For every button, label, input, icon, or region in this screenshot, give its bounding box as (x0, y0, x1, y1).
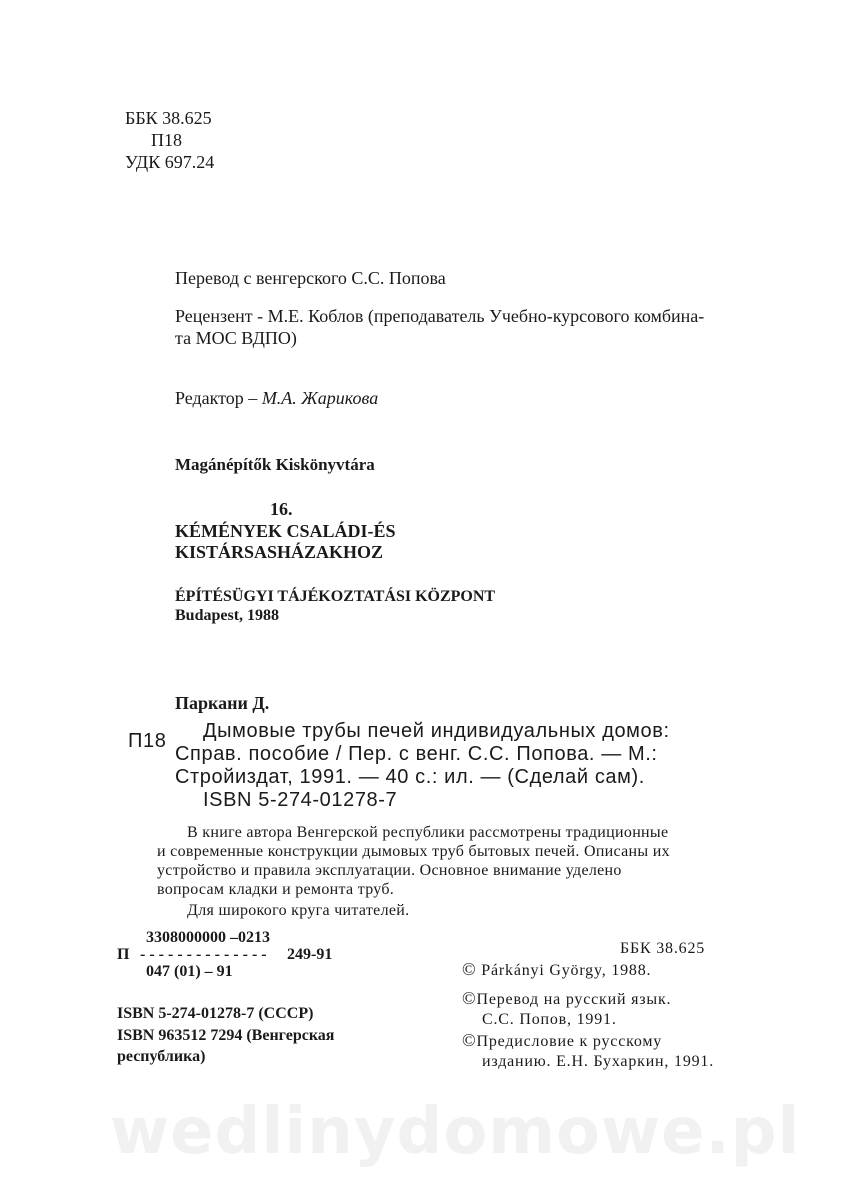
author-mark-code: П18 (151, 130, 182, 150)
watermark: wedlinydomowe.pl (110, 1095, 801, 1169)
original-title-line1: KÉMÉNYEK CSALÁDI-ÉS (175, 521, 396, 541)
copyright-original (462, 959, 651, 981)
card-title-line1: Дымовые трубы печей индивидуальных домов: (203, 720, 670, 742)
annotation-line1: В книге автора Венгерской республики рассмотрены традиционные (187, 824, 669, 841)
editor-name: М.А. Жарикова (261, 388, 379, 408)
copyright-preface-line2: изданию. Е.Н. Бухаркин, 1991. (482, 1053, 715, 1070)
copyright-icon: © (462, 959, 477, 979)
order-code-line3: 047 (01) – 91 (146, 963, 233, 980)
copyright-preface (462, 1030, 662, 1052)
annotation-line4: вопросам кладки и ремонта труб. (157, 881, 395, 898)
copyright-original-text: Párkányi György, 1988. (481, 962, 652, 979)
annotation-line2: и современные конструкции дымовых труб бытовых печей. Описаны их (157, 843, 670, 860)
original-place-year: Budapest, 1988 (175, 607, 280, 624)
annotation-line3: устройство и правила эксплуатации. Основное внимание уделено (157, 862, 622, 879)
card-title-line3: Стройиздат, 1991. — 40 с.: ил. — (Сделай сам). (175, 766, 645, 788)
isbn-hungary-line2: республика) (117, 1048, 206, 1065)
card-index: П18 (128, 730, 167, 752)
isbn-ussr: ISBN 5-274-01278-7 (СССР) (117, 1005, 314, 1022)
card-author: Паркани Д. (175, 693, 270, 713)
editor-credit (175, 388, 378, 409)
card-title-line2: Справ. пособие / Пер. с венг. С.С. Попова. — М.: (175, 743, 658, 765)
original-publisher: ÉPÍTÉSÜGYI TÁJÉKOZTATÁSI KÖZPONT (175, 588, 496, 605)
reviewer-credit-line2: та МОС ВДПО) (175, 328, 297, 348)
copyright-icon: © (462, 988, 477, 1008)
reviewer-credit-line1: Рецензент - М.Е. Коблов (преподаватель Учебно-курсового комбина- (175, 306, 705, 326)
order-code-line1: 3308000000 –0213 (146, 929, 270, 946)
card-isbn: ISBN 5-274-01278-7 (203, 789, 398, 811)
copyright-translation-text: Перевод на русский язык. (476, 991, 672, 1008)
isbn-hungary-line1: ISBN 963512 7294 (Венгерская (117, 1027, 335, 1044)
translation-credit: Перевод с венгерского С.С. Попова (175, 268, 446, 288)
order-code-number: 249-91 (287, 946, 333, 963)
bbk-code: ББК 38.625 (125, 108, 212, 128)
copyright-bbk: ББК 38.625 (620, 940, 706, 957)
order-code-letter: П (117, 946, 130, 963)
copyright-translation-line2: С.С. Попов, 1991. (482, 1011, 617, 1028)
original-number: 16. (270, 499, 293, 519)
copyright-preface-text: Предисловие к русскому (476, 1033, 663, 1050)
original-title-line2: KISTÁRSASHÁZAKHOZ (175, 542, 384, 562)
copyright-icon: © (462, 1030, 477, 1050)
editor-label: Редактор – (175, 388, 262, 408)
original-series: Magánépítők Kiskönyvtára (175, 455, 375, 474)
annotation-audience: Для широкого круга читателей. (187, 902, 410, 919)
order-code-dashes: - - - - - - - - - - - - - - (140, 946, 267, 963)
copyright-translation (462, 988, 671, 1010)
udk-code: УДК 697.24 (125, 152, 215, 172)
